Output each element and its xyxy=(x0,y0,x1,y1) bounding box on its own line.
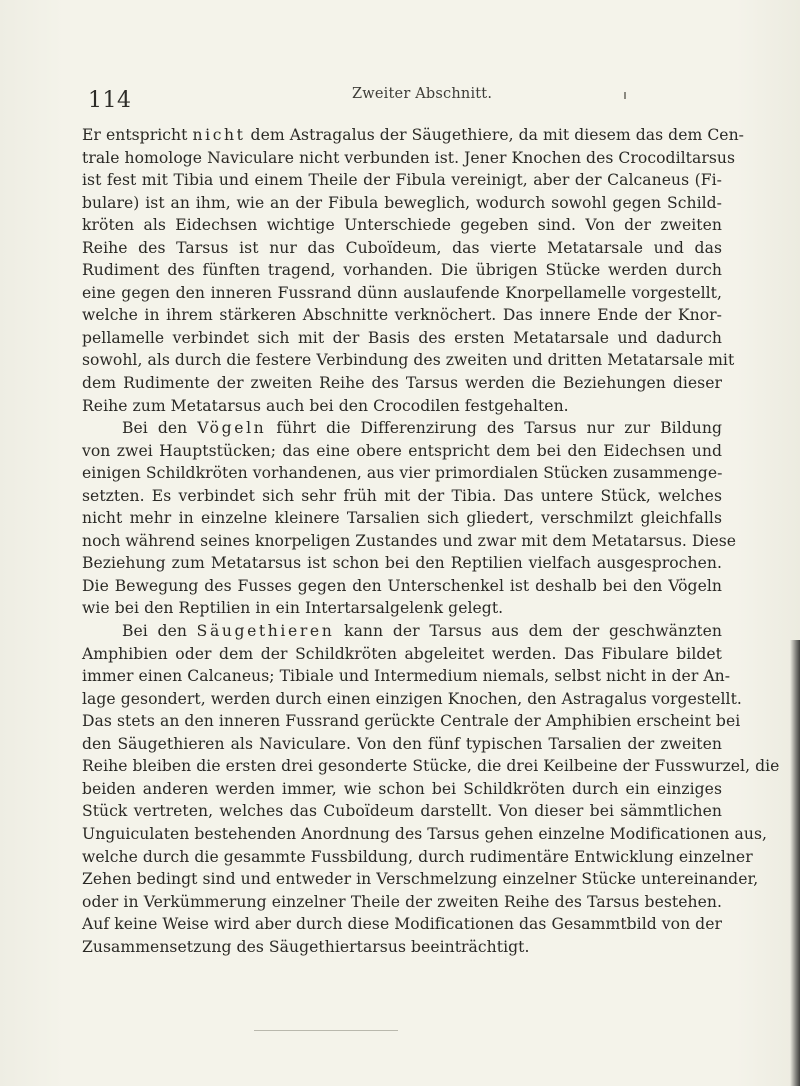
text-segment: Rudiment des fünften tragend, vorhanden. Die übrigen Stücke werden durch xyxy=(82,261,722,280)
text-line xyxy=(82,147,736,170)
text-line xyxy=(82,936,722,959)
text-line xyxy=(82,913,722,936)
text-line xyxy=(82,192,722,215)
text-line xyxy=(82,643,722,666)
text-line xyxy=(82,620,722,643)
text-segment: Reihe zum Metatarsus auch bei den Crocodilen festgehalten. xyxy=(82,396,569,415)
text-line xyxy=(82,282,722,305)
text-segment: Bei den xyxy=(122,622,197,641)
text-segment: einigen Schildkröten vorhandenen, aus vier primordialen Stücken zusammenge- xyxy=(82,464,723,483)
text-line xyxy=(82,327,722,350)
text-segment: Stück vertreten, welches das Cuboïdeum darstellt. Von dieser bei sämmtlichen xyxy=(82,802,722,821)
text-segment: Reihe des Tarsus ist nur das Cuboïdeum, das vierte Metatarsale und das xyxy=(82,238,722,257)
text-line xyxy=(82,891,722,914)
text-segment: kann der Tarsus aus dem der geschwänzten xyxy=(334,622,722,641)
text-line xyxy=(82,755,780,778)
footer-rule xyxy=(254,1030,398,1031)
text-segment: Die Bewegung des Fusses gegen den Unterschenkel ist deshalb bei den Vögeln xyxy=(82,576,722,595)
text-line xyxy=(82,507,722,530)
text-segment: welche durch die gesammte Fussbildung, durch rudimentäre Entwicklung einzelner xyxy=(82,847,753,866)
text-segment: Zusammensetzung des Säugethiertarsus beeinträchtigt. xyxy=(82,937,530,956)
text-segment: führt die Differenzirung des Tarsus nur zur Bildung xyxy=(266,419,722,438)
text-segment: immer einen Calcaneus; Tibiale und Intermedium niemals, selbst nicht in der An- xyxy=(82,667,731,686)
page-edge-shadow xyxy=(790,640,800,1086)
paragraph-1 xyxy=(82,124,745,417)
text-segment: pellamelle verbindet sich mit der Basis des ersten Metatarsale und dadurch xyxy=(82,328,722,347)
text-line xyxy=(82,530,737,553)
text-segment: Zehen bedingt sind und entweder in Verschmelzung einzelner Stücke untereinander, xyxy=(82,870,759,889)
text-line xyxy=(82,417,722,440)
text-line xyxy=(82,214,722,237)
text-line xyxy=(82,304,722,327)
page-number: 114 xyxy=(88,88,132,113)
text-segment: welche in ihrem stärkeren Abschnitte verknöchert. Das innere Ende der Knor- xyxy=(82,306,722,325)
body-text xyxy=(82,124,780,958)
text-segment: Beziehung zum Metatarsus ist schon bei den Reptilien vielfach ausgesprochen. xyxy=(82,554,722,573)
text-segment: setzten. Es verbindet sich sehr früh mit der Tibia. Das untere Stück, welches xyxy=(82,486,722,505)
text-line xyxy=(82,169,722,192)
text-segment: Er entspricht xyxy=(82,126,193,144)
text-segment: Das stets an den inneren Fussrand gerückte Centrale der Amphibien erscheint bei xyxy=(82,712,741,731)
text-segment: sowohl, als durch die festere Verbindung des zweiten und dritten Metatarsale mit xyxy=(82,351,735,370)
text-line xyxy=(82,259,722,282)
text-segment: lage gesondert, werden durch einen einzigen Knochen, den Astragalus vorgestellt. xyxy=(82,689,742,708)
text-segment: Reihe bleiben die ersten drei gesonderte Stücke, die drei Keilbeine der Fusswurzel, die xyxy=(82,757,780,776)
text-line xyxy=(82,485,722,508)
text-line xyxy=(82,823,768,846)
text-segment: von zwei Hauptstücken; das eine obere entspricht dem bei den Eidechsen und xyxy=(82,441,722,460)
text-line xyxy=(82,349,735,372)
text-line xyxy=(82,124,745,147)
text-line xyxy=(82,372,722,395)
text-line xyxy=(82,597,722,620)
text-line xyxy=(82,710,741,733)
running-head: Zweiter Abschnitt. xyxy=(352,86,493,102)
emphasized-term: nicht xyxy=(192,126,246,144)
text-line xyxy=(82,462,722,485)
text-segment: Bei den xyxy=(122,419,198,438)
text-line xyxy=(82,778,722,801)
emphasized-term: Vögeln xyxy=(197,419,267,438)
text-segment: den Säugethieren als Naviculare. Von den fünf typischen Tarsalien der zweiten xyxy=(82,734,722,753)
text-line xyxy=(82,868,759,891)
text-segment: oder in Verkümmerung einzelner Theile der zweiten Reihe des Tarsus bestehen. xyxy=(82,892,722,911)
text-segment: Unguiculaten bestehenden Anordnung des Tarsus gehen einzelne Modificationen aus, xyxy=(82,824,768,843)
text-line xyxy=(82,800,722,823)
paragraph-3 xyxy=(82,620,780,958)
print-mark xyxy=(624,92,626,99)
text-segment: trale homologe Naviculare nicht verbunden ist. Jener Knochen des Crocodiltarsus xyxy=(82,148,736,167)
text-segment: bulare) ist an ihm, wie an der Fibula beweglich, wodurch sowohl gegen Schild- xyxy=(82,193,722,212)
text-segment: Amphibien oder dem der Schildkröten abgeleitet werden. Das Fibulare bildet xyxy=(82,644,722,663)
paragraph-2 xyxy=(82,417,737,620)
text-line xyxy=(82,733,722,756)
text-segment: dem Astragalus der Säugethiere, da mit diesem das dem Cen- xyxy=(245,126,745,144)
text-segment: noch während seines knorpeligen Zustandes und zwar mit dem Metatarsus. Diese xyxy=(82,531,737,550)
text-line xyxy=(82,440,722,463)
text-segment: nicht mehr in einzelne kleinere Tarsalien sich gliedert, verschmilzt gleichfalls xyxy=(82,509,722,528)
text-segment: eine gegen den inneren Fussrand dünn auslaufende Knorpellamelle vorgestellt, xyxy=(82,283,722,302)
text-line xyxy=(82,395,722,418)
text-segment: kröten als Eidechsen wichtige Unterschiede gegeben sind. Von der zweiten xyxy=(82,216,722,235)
text-segment: wie bei den Reptilien in ein Intertarsalgelenk gelegt. xyxy=(82,599,504,618)
text-line xyxy=(82,552,722,575)
text-line xyxy=(82,688,742,711)
text-line xyxy=(82,846,753,869)
text-segment: Auf keine Weise wird aber durch diese Modificationen das Gesammtbild von der xyxy=(82,915,722,934)
text-segment: beiden anderen werden immer, wie schon bei Schildkröten durch ein einziges xyxy=(82,779,722,798)
text-line xyxy=(82,237,722,260)
text-line xyxy=(82,575,722,598)
text-segment: dem Rudimente der zweiten Reihe des Tarsus werden die Beziehungen dieser xyxy=(82,374,722,393)
text-segment: ist fest mit Tibia und einem Theile der Fibula vereinigt, aber der Calcaneus (Fi- xyxy=(82,171,722,190)
emphasized-term: Säugethieren xyxy=(196,622,335,641)
text-line xyxy=(82,665,731,688)
